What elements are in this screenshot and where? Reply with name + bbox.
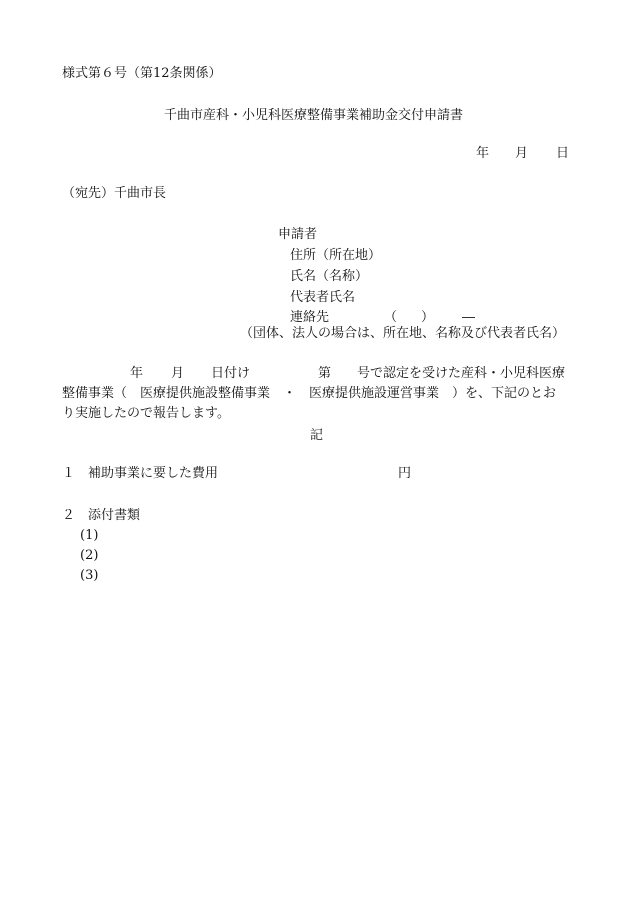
applicant-contact: 連絡先	[290, 310, 330, 325]
applicant-representative: 代表者氏名	[290, 290, 356, 305]
body-year: 年	[130, 366, 144, 381]
body-line-3: り実施したので報告します。	[62, 406, 230, 421]
applicant-heading: 申請者	[278, 227, 318, 242]
date-month: 月	[515, 146, 529, 161]
document-title: 千曲市産科・小児科医療整備事業補助金交付申請書	[164, 108, 464, 123]
applicant-note: （団体、法人の場合は、所在地、名称及び代表者氏名）	[240, 326, 566, 341]
attachment-item: (3)	[80, 568, 99, 583]
applicant-address: 住所（所在地）	[290, 248, 382, 263]
item-1-unit: 円	[398, 466, 412, 481]
date-year: 年	[476, 146, 490, 161]
item-2-label: ２ 添付書類	[62, 508, 141, 523]
body-month: 月	[171, 366, 185, 381]
addressee: （宛先）千曲市長	[62, 186, 167, 201]
attachment-item: (2)	[80, 548, 99, 563]
body-day-dated: 日付け	[211, 366, 251, 381]
date-day: 日	[556, 146, 570, 161]
ki-heading: 記	[310, 428, 324, 443]
contact-dash: ―	[462, 310, 475, 325]
contact-paren-close: ）	[421, 310, 435, 325]
body-line-2: 整備事業（ 医療提供施設整備事業 ・ 医療提供施設運営事業 ）を、下記のとお	[62, 386, 557, 401]
body-number-suffix: 号で認定を受けた産科・小児科医療	[357, 366, 566, 381]
attachment-item: (1)	[80, 528, 99, 543]
item-1-label: １ 補助事業に要した費用	[62, 466, 219, 481]
contact-paren-open: （	[384, 310, 398, 325]
applicant-name: 氏名（名称）	[290, 269, 369, 284]
body-number-prefix: 第	[318, 366, 332, 381]
form-number: 様式第６号（第12条関係）	[62, 66, 222, 81]
